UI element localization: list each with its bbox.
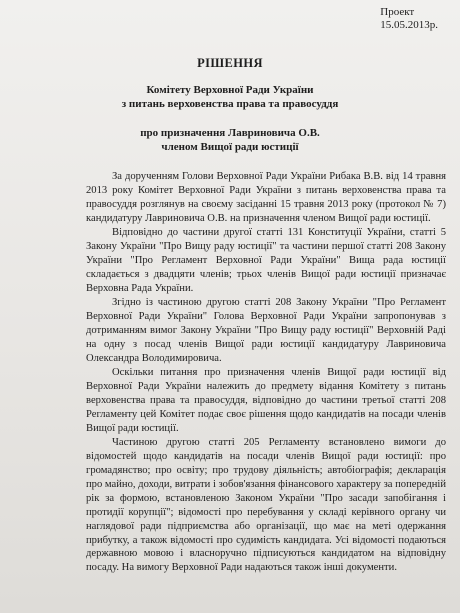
decision-subject-position: членом Вищої ради юстиції bbox=[161, 141, 299, 153]
committee-scope: з питань верховенства права та правосуддя bbox=[121, 98, 339, 110]
paragraph-3: Згідно із частиною другою статті 208 Закону України "Про Регламент Верховної Ради України" Голова Верховної Ради України запропонував з дотриманням вимог Закону України "Про Вищу раду юстиції" Верховній Раді на одну з посад членів Вищої ради юстиції кандидатуру Лавриновича Олександра Володимировича. bbox=[86, 297, 446, 364]
document-title: РІШЕННЯ bbox=[197, 56, 263, 70]
draft-date: 15.05.2013р. bbox=[380, 19, 438, 31]
committee-name: Комітету Верховної Ради України bbox=[146, 84, 314, 96]
paragraph-2: Відповідно до частини другої статті 131 Конституції України, статті 5 Закону України "Про Вищу раду юстиції" та частини першої статті 208 Закону України "Про Регламент Верховної Ради України" Вища рада юстиції складається з двадцяти членів; трьох членів Вищої ради юстиції призначає Верховна Рада України. bbox=[86, 227, 446, 294]
draft-stamp bbox=[380, 6, 438, 32]
draft-label: Проект bbox=[380, 6, 415, 18]
decision-subject: про призначення Лавриновича О.В. bbox=[140, 127, 320, 139]
paragraph-1: За дорученням Голови Верховної Ради України Рибака В.В. від 14 травня 2013 року Комітет Верховної Ради України з питань верховенства права та правосуддя розглянув на своєму засіданні 15 травня 2013 року (протокол № 7) кандидатуру Лавриновича О.В. на призначення членом Вищої ради юстиції. bbox=[86, 171, 446, 224]
paragraph-5: Частиною другою статті 205 Регламенту встановлено вимоги до відомостей щодо кандидатів на посади членів Вищої ради юстиції: про громадянство; про освіту; про трудову діяльність; автобіографія; декларація про майно, доходи, витрати і зобов'язання фінансового характеру за попередній рік за формою, встановленою Законом України "Про засади запобігання і протидії корупції"; відомості про перебування у складі керівного органу чи наглядової ради підприємства або організації, що має на меті одержання прибутку, а також відомості про судимість кандидата. Усі відомості подаються державною мовою і власноручно підписуються кандидатом на відповідну посаду. На вимогу Верховної Ради надаються також інші документи. bbox=[86, 437, 446, 574]
paragraph-4: Оскільки питання про призначення членів Вищої ради юстиції від Верховної Ради України належить до предмету відання Комітету з питань верховенства права та правосуддя, відповідно до частини третьої статті 208 Регламенту цей Комітет подає своє рішення щодо кандидатів на посади членів Вищої ради юстиції. bbox=[86, 367, 446, 434]
document-body bbox=[86, 170, 446, 576]
